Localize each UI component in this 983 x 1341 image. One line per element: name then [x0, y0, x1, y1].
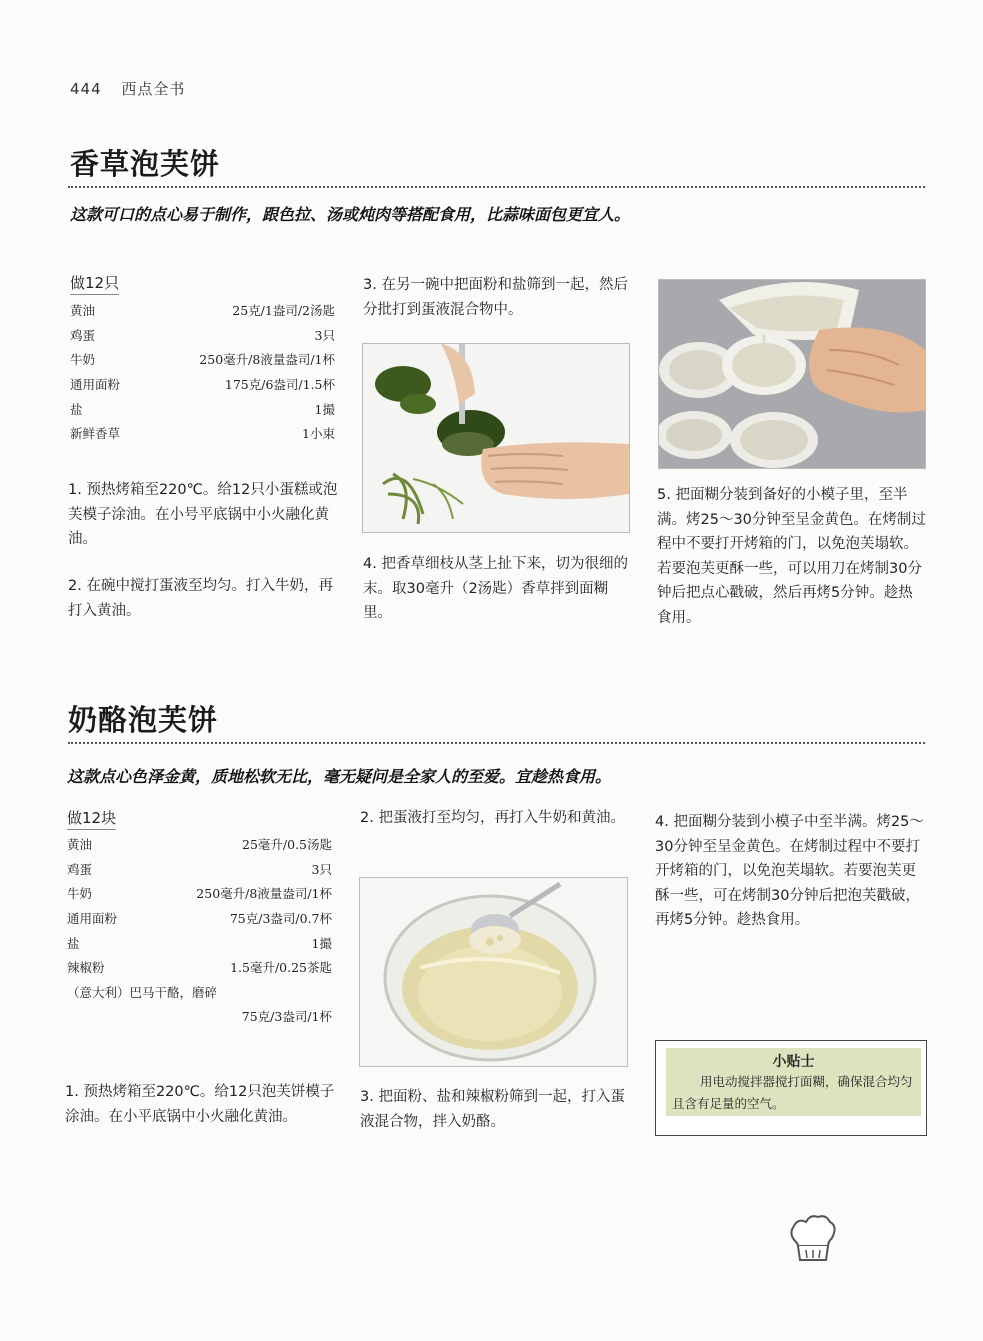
ingredient-row: [70, 323, 335, 348]
recipe1-step-5: 5. 把面糊分装到备好的小模子里，至半满。烤25～30分钟至呈金黄色。在烤制过程中不要打开烤箱的门，以免泡芙塌软。若要泡芙更酥一些，可以用刀在烤制30分钟后把点心戳破，然后再烤5分钟。趁热食用。: [657, 487, 926, 626]
ingredient-row: [67, 832, 332, 857]
recipe1-title: 香草泡芙饼: [70, 147, 221, 181]
chef-hat-icon: [788, 1212, 838, 1268]
ingredient-name: 鸡蛋: [70, 327, 96, 343]
recipe2-step-1: 1. 预热烤箱至220℃。给12只泡芙饼模子涂油。在小平底锅中小火融化黄油。: [65, 1084, 335, 1125]
recipe2-intro: 这款点心色泽金黄，质地松软无比，毫无疑问是全家人的至爱。宜趁热食用。: [67, 767, 612, 786]
recipe1-ingredients: [70, 272, 335, 446]
tip-box: [655, 1040, 927, 1136]
ingredient-qty: 250毫升/8液量盎司/1杯: [199, 352, 335, 368]
ingredient-name: 新鲜香草: [70, 426, 121, 442]
ingredient-row: [70, 396, 335, 421]
recipe1-yield: 做12只: [70, 272, 119, 295]
ingredient-qty: 1.5毫升/0.25茶匙: [230, 960, 332, 976]
recipe2-ingredients: [67, 807, 332, 1029]
chopping-herbs-illustration: [363, 344, 629, 532]
recipe1-step-4: 4. 把香草细枝从茎上扯下来，切为很细的末。取30毫升（2汤匙）香草拌到面糊里。: [363, 556, 628, 621]
recipe2-yield: 做12块: [67, 807, 116, 830]
ingredient-qty: 75克/3盎司/0.7杯: [229, 911, 332, 927]
recipe2-step-2: 2. 把蛋液打至均匀，再打入牛奶和黄油。: [360, 810, 625, 826]
ingredient-qty: 1小束: [302, 426, 335, 442]
recipe1-intro: 这款可口的点心易于制作，跟色拉、汤或炖肉等搭配食用，比蒜味面包更宜人。: [70, 205, 631, 224]
tip-text: 用电动搅拌器搅打面糊，确保混合均匀且含有足量的空气。: [672, 1074, 913, 1111]
ingredient-qty: 25克/1盎司/2汤匙: [232, 303, 335, 319]
ingredient-name: 鸡蛋: [67, 861, 93, 877]
ingredient-name: 辣椒粉: [67, 960, 105, 976]
ingredient-qty: 175克/6盎司/1.5杯: [224, 377, 335, 393]
ingredient-qty: 3只: [311, 861, 332, 877]
photo-mixing-bowl: [359, 877, 628, 1067]
ingredient-row: [70, 421, 335, 446]
ingredient-name: 黄油: [70, 303, 96, 319]
page-number: 444: [70, 80, 102, 98]
ingredient-qty: 25毫升/0.5汤匙: [242, 837, 332, 853]
ingredient-row: [67, 857, 332, 882]
recipe2-step-3: 3. 把面粉、盐和辣椒粉筛到一起，打入蛋液混合物，拌入奶酪。: [360, 1089, 625, 1130]
ingredient-name: 牛奶: [70, 352, 96, 368]
recipe2-divider: [68, 742, 925, 744]
recipe1-divider: [68, 186, 925, 188]
ingredient-row: [70, 298, 335, 323]
ingredient-qty: 1撮: [314, 401, 335, 417]
mixing-bowl-illustration: [360, 878, 627, 1066]
recipe1-step-2: 2. 在碗中搅打蛋液至均匀。打入牛奶，再打入黄油。: [68, 578, 333, 619]
ingredient-name: 牛奶: [67, 886, 93, 902]
ingredient-name: 通用面粉: [67, 911, 118, 927]
ingredient-name: 黄油: [67, 837, 93, 853]
book-title: 西点全书: [121, 80, 186, 98]
ingredient-row: [67, 955, 332, 980]
ingredient-name: 通用面粉: [70, 377, 121, 393]
ingredient-name: 盐: [70, 401, 83, 417]
ingredient-name: 盐: [67, 935, 80, 951]
ingredient-row: [67, 930, 332, 955]
ingredient-row: [67, 906, 332, 931]
ingredient-row: [67, 881, 332, 906]
ingredient-row: [67, 980, 332, 1005]
ingredient-row: [70, 372, 335, 397]
running-header: [70, 78, 185, 99]
ingredient-table: [67, 832, 332, 1029]
photo-chopping-herbs: [362, 343, 630, 533]
ingredient-row: [67, 1004, 332, 1029]
ingredient-row: [70, 347, 335, 372]
ingredient-name: （意大利）巴马干酪，磨碎: [67, 984, 218, 1000]
ingredient-qty: 1撮: [311, 935, 332, 951]
recipe1-step-3: 3. 在另一碗中把面粉和盐筛到一起，然后分批打到蛋液混合物中。: [363, 277, 628, 318]
photo-pouring-batter: [658, 279, 926, 469]
recipe1-step-1: 1. 预热烤箱至220℃。给12只小蛋糕或泡芙模子涂油。在小号平底锅中小火融化黄油。: [68, 482, 338, 547]
ingredient-qty: 250毫升/8液量盎司/1杯: [196, 886, 332, 902]
ingredient-qty: 3只: [314, 327, 335, 343]
ingredient-qty: 75克/3盎司/1杯: [241, 1009, 332, 1025]
recipe2-title: 奶酪泡芙饼: [68, 703, 219, 737]
tip-panel: [666, 1048, 921, 1116]
recipe2-step-4: 4. 把面糊分装到小模子中至半满。烤25～30分钟至呈金黄色。在烤制过程中不要打开烤箱的门，以免泡芙塌软。若要泡芙更酥一些，可在烤制30分钟后把泡芙戳破，再烤5分钟。趁热食用。: [655, 814, 924, 928]
tip-title: 小贴士: [772, 1054, 815, 1070]
ingredient-table: [70, 298, 335, 446]
pouring-batter-illustration: [659, 280, 925, 468]
